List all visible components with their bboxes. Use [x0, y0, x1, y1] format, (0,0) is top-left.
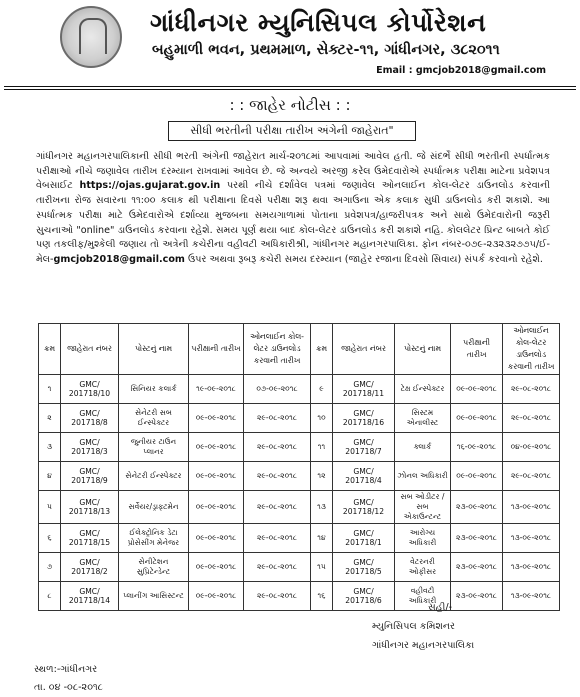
letterhead [0, 0, 580, 88]
signature-mark: સહી/- [428, 602, 453, 613]
table-cell: ૦૯-૦૯-૨૦૧૮ [189, 462, 244, 491]
website-link[interactable]: https://ojas.gujarat.gov.in [79, 180, 221, 192]
table-cell: ૨૯-૦૮-૨૦૧૮ [244, 462, 311, 491]
table-cell: GMC/ 201718/12 [333, 491, 395, 524]
table-cell: ૨ [39, 404, 61, 433]
table-cell: ૧૩-૦૯-૨૦૧૮ [503, 491, 560, 524]
table-cell: ૨૯-૦૮-૨૦૧૮ [244, 491, 311, 524]
table-cell: GMC/ 201718/9 [61, 462, 119, 491]
table-cell: સેનેટરી સબ ઈન્સ્પેક્ટર [119, 404, 189, 433]
column-header: પરીક્ષાની તારીખ [189, 324, 244, 375]
table-cell: ૦૯-૦૯-૨૦૧૮ [189, 582, 244, 611]
table-cell: ૧૩-૦૯-૨૦૧૮ [503, 582, 560, 611]
table-cell: ૦૯-૦૯-૨૦૧૮ [451, 375, 503, 404]
table-cell: ઝોનલ અધિકારી [395, 462, 451, 491]
table-cell: ૧૩-૦૯-૨૦૧૮ [503, 553, 560, 582]
table-cell: ૦૯-૦૯-૨૦૧૮ [189, 491, 244, 524]
signature-block [372, 598, 474, 655]
header-divider-2 [4, 89, 576, 90]
table-row [39, 524, 560, 553]
table-row [39, 553, 560, 582]
body-part-2: પરથી નીચે દર્શાવેલ પત્રમાં જણાવેલ ઓનલાઈન કોલ-લેટર ડાઉનલોડ કરવાની તારીખના રોજ સવારના ૧૧:૦૦ કલાક થી પરીક્ષાના દિવસે પરીક્ષા શરૂ થવા અગાઉના એક કલાક સુધી ડાઉનલોડ કરી શકાશે. આ સ્પર્ધાત્મક પરીક્ષા માટે ઉમેદવારોએ દર્શાવ્યા મુજબના સમયગાળામાં પોતાના પ્રવેશપત્ર/હાજરીપત્રક અને સાથે ઉમેદવારોની જરૂરી સુચનાઓ "online" ડાઉનલોડ કરવાના રહેશે. સમય પૂર્ણ થયા બાદ કોલ-લેટર ડાઉનલોડ કરી શકાશે નહિ. કોલલેટર પ્રિન્ટ બાબતે કોઈ પણ તકલીફ/મુશ્કેલી જણાય તો અત્રેની કચેરીના વહીવટી અધિકારીશ્રી, ગાંધીનગર મહાનગરપાલિકા. ફોન નંબર-૦૭૯-૨૩૨૩૨૭૭૫/ઈ-મેલ- [36, 180, 550, 265]
table-cell: ૧૩ [311, 491, 333, 524]
table-cell: ૧૨ [311, 462, 333, 491]
column-header: ક્રમ [39, 324, 61, 375]
table-cell: GMC/ 201718/6 [333, 582, 395, 611]
table-cell: ૧૬-૦૯-૨૦૧૮ [451, 433, 503, 462]
table-cell: ૧૫ [311, 553, 333, 582]
table-cell: પ્લાનીંગ આસિસ્ટન્ટ [119, 582, 189, 611]
table-cell: ૫ [39, 491, 61, 524]
table-cell: GMC/ 201718/1 [333, 524, 395, 553]
table-row [39, 491, 560, 524]
table-cell: GMC/ 201718/4 [333, 462, 395, 491]
notice-body [36, 150, 550, 268]
table-cell: સેનીટેશન સુપ્રિટેન્ડેન્ટ [119, 553, 189, 582]
table-cell: ૦૯-૦૯-૨૦૧૮ [451, 404, 503, 433]
table-cell: ૭ [39, 553, 61, 582]
table-cell: GMC/ 201718/11 [333, 375, 395, 404]
table-cell: ૧૩-૦૯-૨૦૧૮ [503, 524, 560, 553]
column-header: પોસ્ટનું નામ [395, 324, 451, 375]
column-header: ઓનલાઈન કોલ-લેટર ડાઉનલોડ કરવાની તારીખ [503, 324, 560, 375]
table-cell: સર્વેયર/ડ્રાફ્ટમેન [119, 491, 189, 524]
table-row [39, 582, 560, 611]
table-cell: GMC/ 201718/8 [61, 404, 119, 433]
table-cell: ૩ [39, 433, 61, 462]
table-row [39, 462, 560, 491]
date: તા. ૦૪ -૦૮-૨૦૧૮ [34, 682, 103, 693]
table-cell: ૮ [39, 582, 61, 611]
table-cell: ૧૬ [311, 582, 333, 611]
table-cell: ક્લાર્ક [395, 433, 451, 462]
corporation-logo [60, 6, 122, 68]
organization-address: બહુમાળી ભવન, પ્રથમમાળ, સેક્ટર-૧૧, ગાંધીનગર, ૩૮૨૦૧૧ [152, 42, 500, 58]
table-cell: ૨૯-૦૮-૨૦૧૮ [244, 582, 311, 611]
table-row [39, 433, 560, 462]
table-row [39, 404, 560, 433]
table-cell: ૨૩-૦૯-૨૦૧૮ [451, 524, 503, 553]
place: સ્થળ:-ગાંધીનગર [34, 664, 98, 675]
table-cell: ઈલેક્ટ્રોનિક ડેટા પ્રોસેસીંગ મેનેજર [119, 524, 189, 553]
table-cell: ૨૩-૦૯-૨૦૧૮ [451, 553, 503, 582]
table-cell: ૨૩-૦૯-૨૦૧૮ [451, 582, 503, 611]
place-date-block [34, 661, 103, 697]
table-cell: સિનિયર કલાર્ક [119, 375, 189, 404]
table-cell: ૦૭-૦૯-૨૦૧૮ [244, 375, 311, 404]
table-cell: ૪ [39, 462, 61, 491]
signatory-office: ગાંધીનગર મહાનગરપાલિકા [372, 640, 475, 651]
table-cell: ૧૪ [311, 524, 333, 553]
table-cell: ૦૯-૦૯-૨૦૧૮ [451, 462, 503, 491]
contact-email[interactable]: gmcjob2018@gmail.com [53, 253, 185, 265]
header-divider [4, 86, 576, 87]
table-cell: વેટરનરી ઓફીસર [395, 553, 451, 582]
table-cell: GMC/ 201718/2 [61, 553, 119, 582]
organization-email: Email : gmcjob2018@gmail.com [376, 65, 546, 76]
table-cell: ૨૯-૦૮-૨૦૧૮ [244, 433, 311, 462]
table-cell: ૧૯-૦૯-૨૦૧૮ [189, 375, 244, 404]
table-cell: ટેક્ષ ઈન્સ્પેક્ટર [395, 375, 451, 404]
table-cell: ૧ [39, 375, 61, 404]
table-cell: GMC/ 201718/5 [333, 553, 395, 582]
notice-subtitle: સીધી ભરતીની પરીક્ષા તારીખ અંગેની જાહેરાત" [168, 121, 416, 141]
table-cell: ૦૯-૦૯-૨૦૧૮ [189, 433, 244, 462]
exam-schedule-table [38, 323, 560, 611]
table-cell: ૦૯-૦૯-૨૦૧૮ [189, 524, 244, 553]
table-cell: ૨૯-૦૮-૨૦૧૮ [503, 375, 560, 404]
table-cell: GMC/ 201718/15 [61, 524, 119, 553]
table-cell: ૨૯-૦૮-૨૦૧૮ [503, 404, 560, 433]
table-cell: ૧૦ [311, 404, 333, 433]
table-cell: ૬ [39, 524, 61, 553]
column-header: પોસ્ટનું નામ [119, 324, 189, 375]
column-header: ક્રમ [311, 324, 333, 375]
body-part-3: ઉપર અથવા રૂબરૂ કચેરી સમય દરમ્યાન (જાહેર રજાના દિવસો સિવાય) સંપર્ક કરવાનો રહેશે. [188, 253, 543, 265]
table-cell: વહીવટી અધિકારી [395, 582, 451, 611]
organization-name: ગાંધીનગર મ્યુનિસિપલ કોર્પોરેશન [150, 8, 487, 37]
table-cell: સેનેટરી ઈન્સ્પેક્ટર [119, 462, 189, 491]
table-cell: ૦૯-૦૯-૨૦૧૮ [189, 553, 244, 582]
table-cell: ૨૯-૦૮-૨૦૧૮ [244, 404, 311, 433]
notice-title: : : જાહેર નોટીસ : : [229, 96, 351, 114]
table-cell: ૨૯-૦૮-૨૦૧૮ [503, 462, 560, 491]
table-cell: આરોગ્ય અધિકારી [395, 524, 451, 553]
table-cell: સિસ્ટમ એનાલીસ્ટ [395, 404, 451, 433]
column-header: જાહેરાત નંબર [333, 324, 395, 375]
table-cell: ૦૪-૦૯-૨૦૧૮ [503, 433, 560, 462]
table-cell: ૦૯-૦૯-૨૦૧૮ [189, 404, 244, 433]
table-cell: GMC/ 201718/3 [61, 433, 119, 462]
table-cell: ૧૧ [311, 433, 333, 462]
table-cell: GMC/ 201718/16 [333, 404, 395, 433]
column-header: જાહેરાત નંબર [61, 324, 119, 375]
table-cell: સબ ઓડીટર / સબ એકાઉન્ટન્ટ [395, 491, 451, 524]
table-cell: GMC/ 201718/14 [61, 582, 119, 611]
table-cell: GMC/ 201718/7 [333, 433, 395, 462]
table-cell: ૨૯-૦૮-૨૦૧૮ [244, 553, 311, 582]
column-header: ઓનલાઈન કોલ-લેટર ડાઉનલોડ કરવાની તારીખ [244, 324, 311, 375]
table-cell: GMC/ 201718/13 [61, 491, 119, 524]
table-header-row [39, 324, 560, 375]
table-cell: જુનીયર ટાઉન પ્લાનર [119, 433, 189, 462]
table-cell: GMC/ 201718/10 [61, 375, 119, 404]
table-cell: ૨૯-૦૮-૨૦૧૮ [244, 524, 311, 553]
table-cell: ૯ [311, 375, 333, 404]
column-header: પરીક્ષાની તારીખ [451, 324, 503, 375]
body-part-1: ગાંધીનગર મહાનગરપાલિકાની સીધી ભરતી અંગેની જાહેરાત માર્ચ-૨૦૧૮માં આપવામાં આવેલ હતી. જે સંદર્ભે સીધી ભરતીની સ્પર્ધાત્મક પરીક્ષાઓ નીચે જણાવેલ તારીખ દરમ્યાન રાખવામાં આવેલ છે. જે અન્વયે અરજી કરેલ ઉમેદવારોએ સ્પર્ધાત્મક પરીક્ષા માટેના પ્રવેશપત્ર વેબસાઈટ [36, 151, 550, 192]
signatory-designation: મ્યુનિસિપલ કમિશનર [372, 621, 455, 632]
table-row [39, 375, 560, 404]
table-cell: ૨૩-૦૯-૨૦૧૮ [451, 491, 503, 524]
